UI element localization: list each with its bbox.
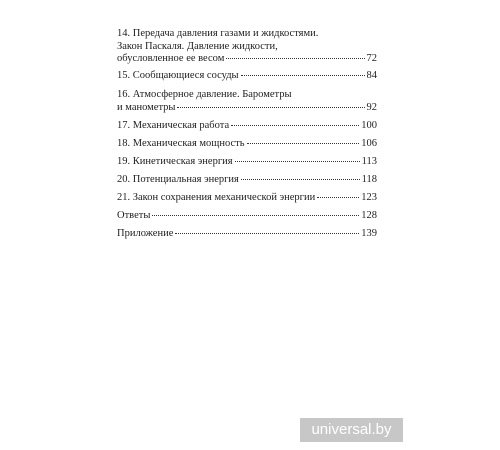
- toc-entry-title-line: Ответы: [117, 210, 151, 221]
- toc-entry-page-number: 100: [361, 120, 377, 131]
- dot-leader: [235, 161, 360, 162]
- toc-entry-page-number: 106: [361, 138, 377, 149]
- toc-entry-title-line: 20. Потенциальная энергия: [117, 174, 239, 185]
- dot-leader: [152, 215, 359, 216]
- dot-leader: [317, 197, 359, 198]
- toc-entry: [117, 138, 377, 151]
- toc-entry-page-number: 123: [361, 192, 377, 203]
- toc-entry-title-line: 21. Закон сохранения механической энергии: [117, 192, 316, 203]
- toc-entry-final-line: [117, 174, 377, 187]
- toc-entry-title-line: и манометры: [117, 101, 176, 113]
- toc-entry-final-line: [117, 120, 377, 133]
- toc-entry: [117, 89, 377, 114]
- dot-leader: [226, 58, 364, 59]
- toc-entry-page-number: 72: [366, 53, 377, 64]
- toc-entry: [117, 120, 377, 133]
- toc-entry-title-line: 17. Механическая работа: [117, 120, 230, 131]
- toc-entry-final-line: [117, 53, 377, 66]
- toc-entry: [117, 228, 377, 241]
- toc-entry-page-number: 139: [361, 228, 377, 239]
- dot-leader: [177, 107, 364, 108]
- toc-entry-final-line: [117, 210, 377, 223]
- toc-entry-page-number: 128: [361, 210, 377, 221]
- toc-entry-final-line: [117, 228, 377, 241]
- toc-entry: [117, 210, 377, 223]
- dot-leader: [247, 143, 360, 144]
- toc-entry: [117, 174, 377, 187]
- toc-entry-page-number: 92: [366, 101, 377, 113]
- dot-leader: [175, 233, 359, 234]
- toc-entry-title-line: 14. Передача давления газами и жидкостями.: [117, 28, 319, 39]
- toc-entry-final-line: [117, 102, 377, 115]
- toc-entry: [117, 70, 377, 83]
- dot-leader: [231, 125, 359, 126]
- dot-leader: [241, 179, 360, 180]
- toc-entry: [117, 28, 377, 66]
- toc-entry-title-line: обусловленное ее весом: [117, 53, 225, 64]
- toc-entry-page-number: 118: [361, 174, 377, 185]
- toc-entry-title-line: 19. Кинетическая энергия: [117, 156, 233, 167]
- toc-entry-title-line: 15. Сообщающиеся сосуды: [117, 70, 239, 81]
- toc-entry-final-line: [117, 192, 377, 205]
- toc-entry-page-number: 84: [366, 70, 377, 81]
- toc-entry-title-line: 18. Механическая мощность: [117, 138, 245, 149]
- watermark-badge: universal.by: [300, 418, 403, 442]
- toc-entry: [117, 156, 377, 169]
- toc-entry-title-line: Приложение: [117, 228, 174, 239]
- toc-entry-page-number: 113: [361, 156, 377, 167]
- toc-entry-title-line: Закон Паскаля. Давление жидкости,: [117, 40, 278, 52]
- toc-entry: [117, 192, 377, 205]
- toc-entry-final-line: [117, 156, 377, 169]
- dot-leader: [241, 75, 365, 76]
- toc-entry-title-line: 16. Атмосферное давление. Барометры: [117, 89, 292, 100]
- toc-entry-final-line: [117, 138, 377, 151]
- toc-entry-final-line: [117, 70, 377, 83]
